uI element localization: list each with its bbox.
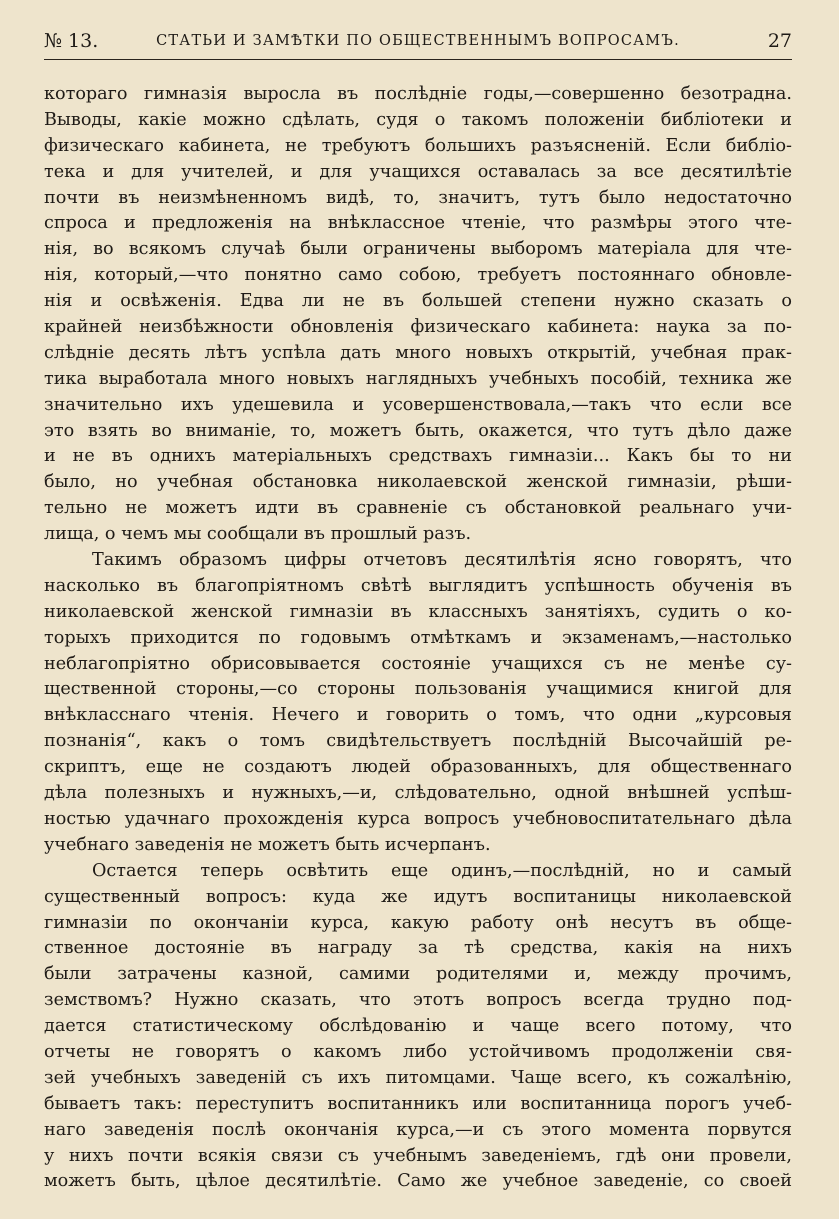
text-line: Такимъ образомъ цифры отчетовъ десятилѣтія ясно говорятъ, что <box>92 550 792 571</box>
text-line: внѣкласснаго чтенія. Нечего и говорить о томъ, что одни „курсовыя <box>44 705 792 726</box>
text-line: гимназіи по окончаніи курса, какую работу онѣ несутъ въ обще- <box>44 912 792 933</box>
text-line: слѣдніе десять лѣтъ успѣла дать много новыхъ открытій, учебная прак- <box>44 342 792 363</box>
text-line: учебнаго заведенія не можетъ быть исчерпанъ. <box>44 834 491 855</box>
text-line: крайней неизбѣжности обновленія физическаго кабинета: наука за по- <box>44 317 792 338</box>
text-line: нія, во всякомъ случаѣ были ограничены выборомъ матеріала для чте- <box>44 239 792 260</box>
text-line: торыхъ приходится по годовымъ отмѣткамъ и экзаменамъ,—настолько <box>44 627 792 648</box>
section-title: СТАТЬИ И ЗАМѢТКИ ПО ОБЩЕСТВЕННЫМЪ ВОПРОСАМЪ. <box>156 33 680 49</box>
text-line: и не въ однихъ матеріальныхъ средствахъ гимназіи... Какъ бы то ни <box>44 446 792 467</box>
text-line: ностью удачнаго прохожденія курса вопросъ учебновоспитательнаго дѣла <box>44 808 792 829</box>
text-line: физическаго кабинета, не требуютъ большихъ разъясненій. Если библіо- <box>44 135 792 156</box>
text-line: можетъ быть, цѣлое десятилѣтіе. Само же учебное заведеніе, со своей <box>44 1171 792 1192</box>
text-line: наго заведенія послѣ окончанія курса,—и съ этого момента порвутся <box>44 1119 792 1140</box>
running-head <box>44 30 792 54</box>
page-number: 27 <box>767 30 792 52</box>
text-line: николаевской женской гимназіи въ классныхъ занятіяхъ, судить о ко- <box>44 601 792 622</box>
text-line: отчеты не говорятъ о какомъ либо устойчивомъ продолженіи свя- <box>44 1041 792 1062</box>
text-line: у нихъ почти всякія связи съ учебнымъ заведеніемъ, гдѣ они провели, <box>44 1145 792 1166</box>
text-line: неблагопріятно обрисовывается состояніе учащихся съ не менѣе су- <box>44 653 792 674</box>
text-line: были затрачены казной, самими родителями и, между прочимъ, <box>44 964 792 985</box>
text-line: познанія“, какъ о томъ свидѣтельствуетъ послѣдній Высочайшій ре- <box>44 731 792 752</box>
text-line: скриптъ, еще не создаютъ людей образованныхъ, для общественнаго <box>44 757 792 778</box>
text-line: Выводы, какіе можно сдѣлать, судя о такомъ положеніи библіотеки и <box>44 109 792 130</box>
text-line: земствомъ? Нужно сказать, что этотъ вопросъ всегда трудно под- <box>44 990 792 1011</box>
text-line: дается статистическому обслѣдованію и чаще всего потому, что <box>44 1016 792 1037</box>
text-line: это взять во вниманіе, то, можетъ быть, окажется, что тутъ дѣло даже <box>44 420 792 441</box>
text-line: лища, о чемъ мы сообщали въ прошлый разъ. <box>44 524 472 545</box>
text-line: нія и освѣженія. Едва ли не въ большей степени нужно сказать о <box>44 291 792 312</box>
body-text <box>44 82 792 1195</box>
text-line: тика выработала много новыхъ наглядныхъ учебныхъ пособій, техника же <box>44 368 792 389</box>
text-line: дѣла полезныхъ и нужныхъ,—и, слѣдовательно, одной внѣшней успѣш- <box>44 783 792 804</box>
header-rule <box>44 59 792 60</box>
text-line: щественной стороны,—со стороны пользованія учащимися книгой для <box>44 679 792 700</box>
text-line: существенный вопросъ: куда же идутъ воспитаницы николаевской <box>44 886 792 907</box>
text-line: тельно не можетъ идти въ сравненіе съ обстановкой реальнаго учи- <box>44 498 792 519</box>
text-line: бываетъ такъ: переступитъ воспитанникъ или воспитанница порогъ учеб- <box>44 1093 792 1114</box>
text-line: Остается теперь освѣтить еще одинъ,—послѣдній, но и самый <box>92 860 792 881</box>
text-line: почти въ неизмѣненномъ видѣ, то, значитъ, тутъ было недостаточно <box>44 187 792 208</box>
text-line: ственное достояніе въ награду за тѣ средства, какія на нихъ <box>44 938 792 959</box>
text-line: значительно ихъ удешевила и усовершенствовала,—такъ что если все <box>44 394 792 415</box>
text-line: зей учебныхъ заведеній съ ихъ питомцами. Чаще всего, къ сожалѣнію, <box>44 1067 792 1088</box>
issue-number: № 13. <box>44 30 99 52</box>
text-line: насколько въ благопріятномъ свѣтѣ выглядитъ успѣшность обученія въ <box>44 575 792 596</box>
text-line: спроса и предложенія на внѣклассное чтеніе, что размѣры этого чте- <box>44 213 792 234</box>
text-line: котораго гимназія выросла въ послѣдніе годы,—совершенно безотрадна. <box>44 84 792 104</box>
text-line: тека и для учителей, и для учащихся оставалась за все десятилѣтіе <box>44 161 792 182</box>
text-line: нія, который,—что понятно само собою, требуетъ постояннаго обновле- <box>44 265 792 286</box>
text-line: было, но учебная обстановка николаевской женской гимназіи, рѣши- <box>44 472 792 493</box>
